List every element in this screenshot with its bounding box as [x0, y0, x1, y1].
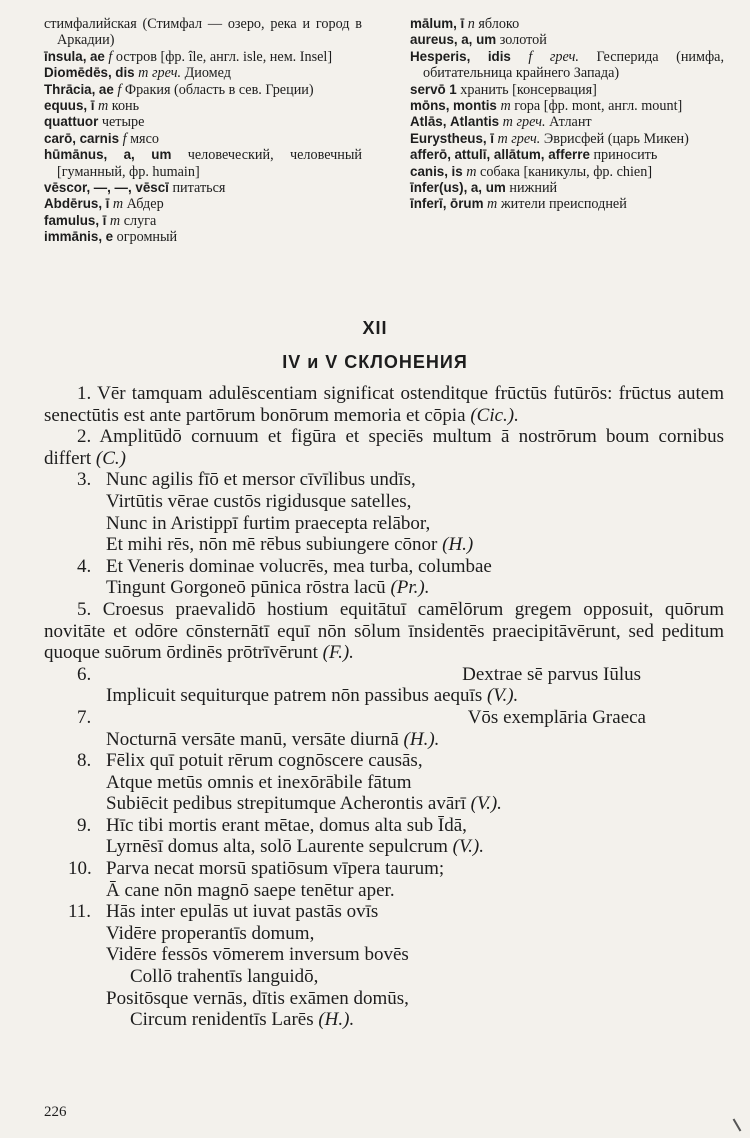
- glossary-entry: [44, 147, 362, 180]
- glossary-entry: [410, 98, 724, 114]
- verse-line: Implicuit sequiturque patrem nōn passibus aequīs (V.).: [106, 685, 519, 707]
- text-11-source: (H.).: [318, 1009, 355, 1031]
- verse-line: Positōsque vernās, dītis exāmen domūs,: [106, 987, 409, 1009]
- glossary-translation: четыре: [101, 114, 145, 131]
- glossary-entry: [410, 147, 724, 163]
- glossary-grammar: a, um: [123, 147, 172, 163]
- glossary-lemma: afferō,: [410, 147, 451, 163]
- text-6-source: (V.).: [486, 685, 519, 707]
- glossary-entry: [44, 114, 362, 130]
- glossary-translation: человеческий, человечный [гуманный, фр. humain]: [57, 147, 362, 180]
- glossary-translation: Гесперида (нимфа, обитательница крайнего Запада): [423, 48, 725, 82]
- glossary-part-of-speech: m греч.: [497, 130, 541, 147]
- verse-line: Dextrae sē parvus Iūlus: [462, 663, 641, 685]
- text-1: [44, 383, 724, 426]
- glossary-lemma: mōns,: [410, 98, 450, 114]
- verse-line: Vōs exemplāria Graeca: [467, 706, 646, 728]
- glossary-entry: [410, 49, 724, 82]
- glossary-translation: Абдер: [126, 196, 164, 213]
- glossary-grammar: —, —, vēscī: [93, 180, 169, 196]
- glossary-entry: [410, 196, 724, 212]
- glossary-grammar: montis: [452, 98, 497, 114]
- glossary-lemma: Abdērus,: [44, 196, 103, 212]
- glossary-part-of-speech: m: [97, 98, 109, 115]
- text-6: [44, 664, 724, 707]
- text-4-number: 4.: [77, 555, 92, 577]
- text-7-source: (H.).: [403, 728, 440, 750]
- glossary-entry: [44, 49, 362, 65]
- glossary-entry: [410, 114, 724, 130]
- glossary-grammar: attulī, allātum, afferre: [454, 147, 590, 163]
- glossary-part-of-speech: m: [487, 196, 498, 213]
- glossary-translation: собака [каникулы, фр. chien]: [480, 163, 653, 180]
- text-9-source: (V.).: [452, 836, 484, 858]
- glossary-part-of-speech: m: [500, 98, 511, 115]
- glossary-lemma: hūmānus,: [44, 147, 108, 163]
- glossary-translation: жители преисподней: [500, 196, 627, 213]
- glossary-part-of-speech: f греч.: [528, 48, 579, 65]
- text-7: [44, 707, 724, 750]
- glossary-lemma: vēscor,: [44, 180, 91, 196]
- glossary-entry: [410, 32, 724, 48]
- text-3-source: (H.): [442, 534, 474, 556]
- text-5-source: (F.).: [322, 642, 354, 664]
- glossary-entry: [410, 131, 724, 147]
- text-4-source: (Pr.).: [390, 577, 430, 599]
- text-5-body: 5. Croesus praevalidō hostium equitātuī camēlōrum gregem opposuit, quōrum novitāte et odōre cōnsternātī equī nōn sōlum īnsidentēs praecipitāvērunt, sed peditum quoque suōrum ōrdinēs prōtrīvērunt: [44, 598, 724, 664]
- glossary-lemma: quattuor: [44, 114, 99, 130]
- glossary-part-of-speech: m: [112, 196, 124, 213]
- glossary-grammar: a, um: [470, 180, 506, 196]
- glossary-lemma: aureus,: [410, 32, 458, 48]
- glossary-translation: остров [фр. île, англ. isle, нем. Insel]: [115, 48, 333, 65]
- glossary-translation: яблоко: [478, 16, 520, 32]
- lesson-number: XII: [362, 318, 388, 338]
- glossary-translation: питаться: [172, 180, 226, 197]
- glossary-entry: [44, 65, 362, 81]
- verse-line: Nocturnā versāte manū, versāte diurnā (H.).: [106, 728, 440, 750]
- verse-line: Atque metūs omnis et inexōrābile fātum: [106, 771, 412, 793]
- glossary-entry: [44, 196, 362, 212]
- glossary-entry: [44, 180, 362, 196]
- glossary-entry: [44, 98, 362, 114]
- glossary-lemma: īnfer(us),: [410, 180, 468, 196]
- text-10-number: 10.: [68, 858, 92, 880]
- glossary-entry: [410, 82, 724, 98]
- glossary-entry: [410, 180, 724, 196]
- glossary-translation: приносить: [593, 147, 658, 164]
- glossary-grammar: ae: [98, 81, 114, 97]
- text-8-source: (V.).: [470, 793, 502, 815]
- glossary-translation: Диомед: [184, 65, 231, 82]
- glossary-grammar: ōrum: [450, 196, 484, 212]
- glossary-part-of-speech: f: [108, 48, 113, 65]
- text-10: [44, 858, 724, 901]
- verse-line: Collō trahentīs languidō,: [130, 966, 319, 988]
- glossary-lemma: Hesperis,: [410, 48, 471, 64]
- glossary: [44, 16, 724, 246]
- glossary-part-of-speech: n: [467, 16, 475, 32]
- glossary-part-of-speech: f: [122, 130, 127, 147]
- glossary-grammar: is: [451, 163, 463, 179]
- glossary-entry: [44, 16, 362, 49]
- verse-line: Tingunt Gorgoneō pūnica rōstra lacū (Pr.).: [106, 577, 430, 599]
- glossary-lemma: equus,: [44, 98, 88, 114]
- verse-line: Hās inter epulās ut iuvat pastās ovīs: [106, 901, 379, 923]
- glossary-lemma: īnsula,: [44, 48, 87, 64]
- glossary-lemma: Thrācia,: [44, 81, 96, 97]
- glossary-grammar: ī: [460, 16, 465, 31]
- glossary-part-of-speech: m греч.: [502, 114, 546, 131]
- lesson-title: IV и V СКЛОНЕНИЯ: [282, 352, 468, 372]
- glossary-grammar: ī: [105, 196, 110, 212]
- glossary-lemma: Diomēdēs,: [44, 65, 112, 81]
- glossary-entry: [44, 82, 362, 98]
- glossary-right-column: [410, 16, 724, 246]
- glossary-part-of-speech: m: [466, 163, 477, 180]
- text-8: [44, 750, 724, 815]
- glossary-lemma: canis,: [410, 163, 448, 179]
- glossary-translation: гора [фр. mont, англ. mount]: [514, 98, 683, 115]
- glossary-lemma: carō,: [44, 130, 77, 146]
- glossary-entry: [410, 164, 724, 180]
- text-2: [44, 426, 724, 469]
- glossary-part-of-speech: m: [109, 212, 121, 229]
- glossary-grammar: ī: [90, 98, 95, 114]
- glossary-grammar: dis: [115, 65, 135, 81]
- text-1-body: 1. Vēr tamquam adulēscentiam significat ostenditque frūctūs futūrōs: frūctus autem senectūtis est ante partōrum bonōrum memoria et cōpia: [44, 383, 724, 426]
- verse-line: Nunc in Aristippī furtim praecepta relābor,: [106, 512, 431, 534]
- exercise-texts: [44, 383, 724, 1031]
- glossary-entry: [44, 229, 362, 245]
- glossary-translation: конь: [111, 98, 140, 115]
- text-7-number: 7.: [77, 706, 92, 728]
- verse-line: Hīc tibi mortis erant mētae, domus alta sub Īdā,: [106, 814, 467, 836]
- glossary-grammar: a, um: [461, 32, 497, 48]
- verse-line: Vidēre properantīs domum,: [106, 922, 315, 944]
- text-3: [44, 469, 724, 555]
- verse-line: Subiēcit pedibus strepitumque Acherontis avārī (V.).: [106, 793, 502, 815]
- text-8-number: 8.: [77, 750, 92, 772]
- glossary-grammar: e: [105, 229, 114, 245]
- verse-line: Parva necat morsū spatiōsum vīpera taurum;: [106, 858, 445, 880]
- glossary-lemma: mālum,: [410, 16, 457, 31]
- verse-line: Nunc agilis fīō et mersor cīvīlibus undīs,: [106, 469, 416, 491]
- text-3-number: 3.: [77, 469, 92, 491]
- verse-line: Virtūtis vērae custōs rigidusque satelles,: [106, 490, 412, 512]
- glossary-lemma: famulus,: [44, 212, 100, 228]
- glossary-entry: [44, 213, 362, 229]
- glossary-translation: слуга: [123, 212, 157, 229]
- text-6-number: 6.: [77, 663, 92, 685]
- scan-mark: [733, 1118, 742, 1131]
- glossary-grammar: ī: [490, 130, 494, 146]
- page-number: 226: [44, 1104, 67, 1120]
- glossary-translation: золотой: [499, 32, 547, 49]
- glossary-translation: Эврисфей (царь Микен): [543, 130, 689, 147]
- text-9: [44, 815, 724, 858]
- text-9-number: 9.: [77, 814, 92, 836]
- glossary-grammar: idis: [487, 48, 511, 64]
- glossary-left-column: [44, 16, 362, 246]
- text-2-source: (C.): [95, 447, 126, 469]
- verse-line: Fēlix quī potuit rērum cognōscere causās,: [106, 750, 423, 772]
- glossary-grammar: Atlantis: [450, 114, 500, 130]
- text-11: [44, 901, 724, 1031]
- verse-line: Lyrnēsī domus alta, solō Laurente sepulcrum (V.).: [106, 836, 484, 858]
- text-4: [44, 556, 724, 599]
- text-11-number: 11.: [68, 901, 92, 923]
- glossary-lemma: Atlās,: [410, 114, 447, 130]
- verse-line: Circum renidentīs Larēs (H.).: [130, 1009, 355, 1031]
- glossary-translation: стимфалийская (Стимфал — озеро, река и город в Аркадии): [44, 16, 362, 49]
- glossary-lemma: immānis,: [44, 229, 103, 245]
- glossary-entry: [410, 16, 724, 32]
- glossary-lemma: servō: [410, 81, 446, 97]
- glossary-translation: Атлант: [549, 114, 592, 131]
- glossary-grammar: 1: [449, 81, 457, 97]
- verse-line: Et Veneris dominae volucrēs, mea turba, columbae: [106, 555, 492, 577]
- glossary-lemma: īnferī,: [410, 196, 447, 212]
- verse-line: Ā cane nōn magnō saepe tenētur aper.: [106, 879, 395, 901]
- verse-line: Vidēre fessōs vōmerem inversum bovēs: [106, 944, 409, 966]
- text-1-source: (Cic.).: [470, 404, 519, 426]
- glossary-lemma: Eurystheus,: [410, 130, 487, 146]
- verse-line: Et mihi rēs, nōn mē rēbus subiungere cōnor (H.): [106, 534, 474, 556]
- glossary-grammar: ī: [102, 212, 107, 228]
- glossary-translation: Фракия (область в сев. Греции): [124, 81, 314, 98]
- glossary-grammar: carnis: [79, 130, 120, 146]
- text-2-body: 2. Amplitūdō cornuum et figūra et speciēs multum ā nostrōrum boum cornibus differt: [44, 426, 724, 469]
- glossary-part-of-speech: f: [117, 81, 122, 98]
- glossary-grammar: ae: [89, 48, 105, 64]
- glossary-entry: [44, 131, 362, 147]
- glossary-translation: мясо: [130, 130, 159, 147]
- glossary-translation: нижний: [509, 180, 558, 197]
- glossary-translation: хранить [консервация]: [460, 81, 597, 98]
- text-5: [44, 599, 724, 664]
- glossary-translation: огромный: [116, 229, 178, 246]
- glossary-part-of-speech: m греч.: [138, 65, 182, 82]
